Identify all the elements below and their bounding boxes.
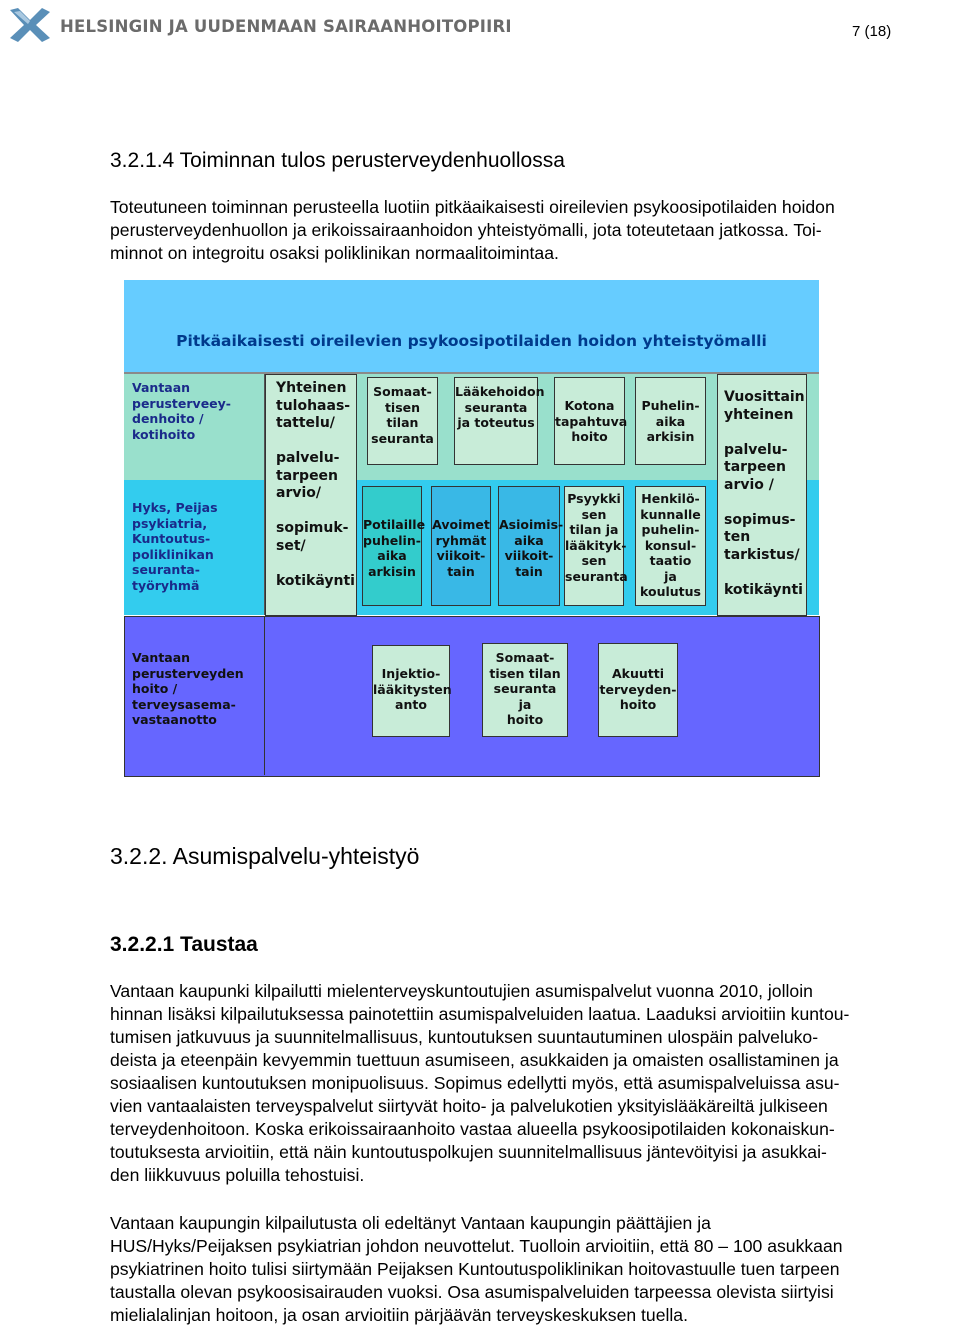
section-heading-3-2-1-4: 3.2.1.4 Toiminnan tulos perusterveydenhuollossa: [110, 149, 565, 172]
text-line: taustalla olevan psykoosisairauden vuoksi. Osa asumispalveluiden tarpeessa olevista siirtyisi: [110, 1282, 834, 1302]
section-heading-3-2-2: 3.2.2. Asumispalvelu-yhteistyö: [110, 843, 420, 869]
box-injections: Injektio- lääkitysten anto: [372, 645, 450, 737]
diagram-title: Pitkäaikaisesti oireilevien psykoosipotilaiden hoidon yhteistyömalli: [176, 332, 767, 350]
text-line: deista ja eteenpäin kevyemmin tuettuun asumiseen, asukkaiden ja omaisten osallistaminen ja: [110, 1050, 839, 1070]
text-line: psykiatrinen hoito tulisi siirtymään Peijaksen Kuntoutuspoliklinikan hoitovastuulle tuen tarpeen: [110, 1259, 840, 1279]
box-patient-phone-time: Potilaille puhelin- aika arkisin: [362, 486, 422, 606]
text-line: perusterveydenhuollon ja erikoissairaanhoidon yhteistyömalli, jota toteutetaan jatkossa. Toi-: [110, 220, 822, 240]
label-vantaa-health-station: Vantaan perusterveyden hoito / terveysasema- vastaanotto: [132, 650, 244, 727]
text-line: minnot on integroitu osaksi poliklinikan normaalitoimintaa.: [110, 243, 559, 263]
section-heading-3-2-2-1: 3.2.2.1 Taustaa: [110, 933, 258, 956]
cooperation-model-diagram: [124, 280, 820, 776]
text-line: mielialalinjan hoitoon, ja osan arvioitiin pärjäävän terveyskeskuksen tuella.: [110, 1305, 688, 1325]
text-line: den liikkuvuus poluilla tehostuisi.: [110, 1165, 365, 1185]
text-line: vien vantaalaisten terveyspalvelut siirtyvät hoito- ja palvelukotien yksityislääkäreiltä julkiseen: [110, 1096, 828, 1116]
box-somatic-monitoring: Somaat- tisen tilan seuranta: [367, 377, 438, 465]
background-paragraph-2: [110, 1212, 950, 1327]
box-acute-care: Akuutti terveyden- hoito: [598, 643, 678, 737]
box-psychiatric-monitoring: Psyykki sen tilan ja lääkityk- sen seuranta: [564, 486, 624, 606]
initial-interview-text: Yhteinen tulohaas- tattelu/ palvelu- tarpeen arvio/ sopimuk- set/ kotikäynti: [276, 380, 355, 589]
box-visiting-hours: Asioimis- aika viikoit- tain: [498, 486, 560, 606]
box-staff-consultation: Henkilö- kunnalle puhelin- konsul- taatio ja koulutus: [635, 486, 706, 606]
box-home-care: Kotona tapahtuva hoito: [554, 377, 625, 465]
hus-cross-logo-icon: [8, 6, 52, 44]
background-paragraph-1: [110, 980, 950, 1187]
page-number: 7 (18): [852, 23, 892, 40]
label-vantaa-primary-care: Vantaan perusterveey- denhoito / kotihoito: [132, 380, 231, 442]
text-line: HUS/Hyks/Peijaksen psykiatrian johdon neuvottelut. Tuolloin arvioitiin, että 80 – 100 asukkaan: [110, 1236, 843, 1256]
diagram-title-band: [124, 280, 819, 372]
text-line: tumisen jatkuvuus ja suunnitelmallisuus, kuntoutuksen suuntautuminen ulospäin palveluko-: [110, 1027, 819, 1047]
box-phone-time-weekdays: Puhelin- aika arkisin: [635, 377, 706, 465]
diagram-divider: [264, 617, 265, 775]
box-open-groups: Avoimet ryhmät viikoit- tain: [431, 486, 491, 606]
organization-name: HELSINGIN JA UUDENMAAN SAIRAANHOITOPIIRI: [60, 17, 512, 36]
annual-review-text: Vuosittain yhteinen palvelu- tarpeen arvio / sopimus- ten tarkistus/ kotikäynti: [724, 389, 805, 598]
text-line: Toteutuneen toiminnan perusteella luotiin pitkäaikaisesti oireilevien psykoosipotilaiden hoidon: [110, 197, 835, 217]
text-line: toutuksesta arvioitiin, että näin kuntoutuspolkujen suunnitelmallisuus jäntevöityisi ja asukkai-: [110, 1142, 827, 1162]
text-line: Vantaan kaupunki kilpailutti mielenterveyskuntoutujien asumispalvelut vuonna 2010, jolloin: [110, 981, 813, 1001]
text-line: Vantaan kaupungin kilpailutusta oli edeltänyt Vantaan kaupungin päättäjien ja: [110, 1213, 711, 1233]
text-line: hinnan lisäksi kilpailutuksessa painotettiin asumispalveluiden laatua. Laaduksi arvioitiin kuntou-: [110, 1004, 850, 1024]
intro-paragraph: [110, 196, 950, 265]
text-line: sosiaalisen kuntoutuksen monipuolisuus. Sopimus edellytti myös, että asumispalveluissa asu-: [110, 1073, 840, 1093]
box-medication-monitoring: Lääkehoidon seuranta ja toteutus: [454, 377, 538, 465]
label-hyks-peijas: Hyks, Peijas psykiatria, Kuntoutus- poliklinikan seuranta- työryhmä: [132, 500, 218, 593]
text-line: terveydenhoitoon. Koska erikoissairaanhoito vastaa alueella psykoosipotilaiden kokonaiskun-: [110, 1119, 835, 1139]
box-somatic-care: Somaat- tisen tilan seuranta ja hoito: [482, 643, 568, 737]
